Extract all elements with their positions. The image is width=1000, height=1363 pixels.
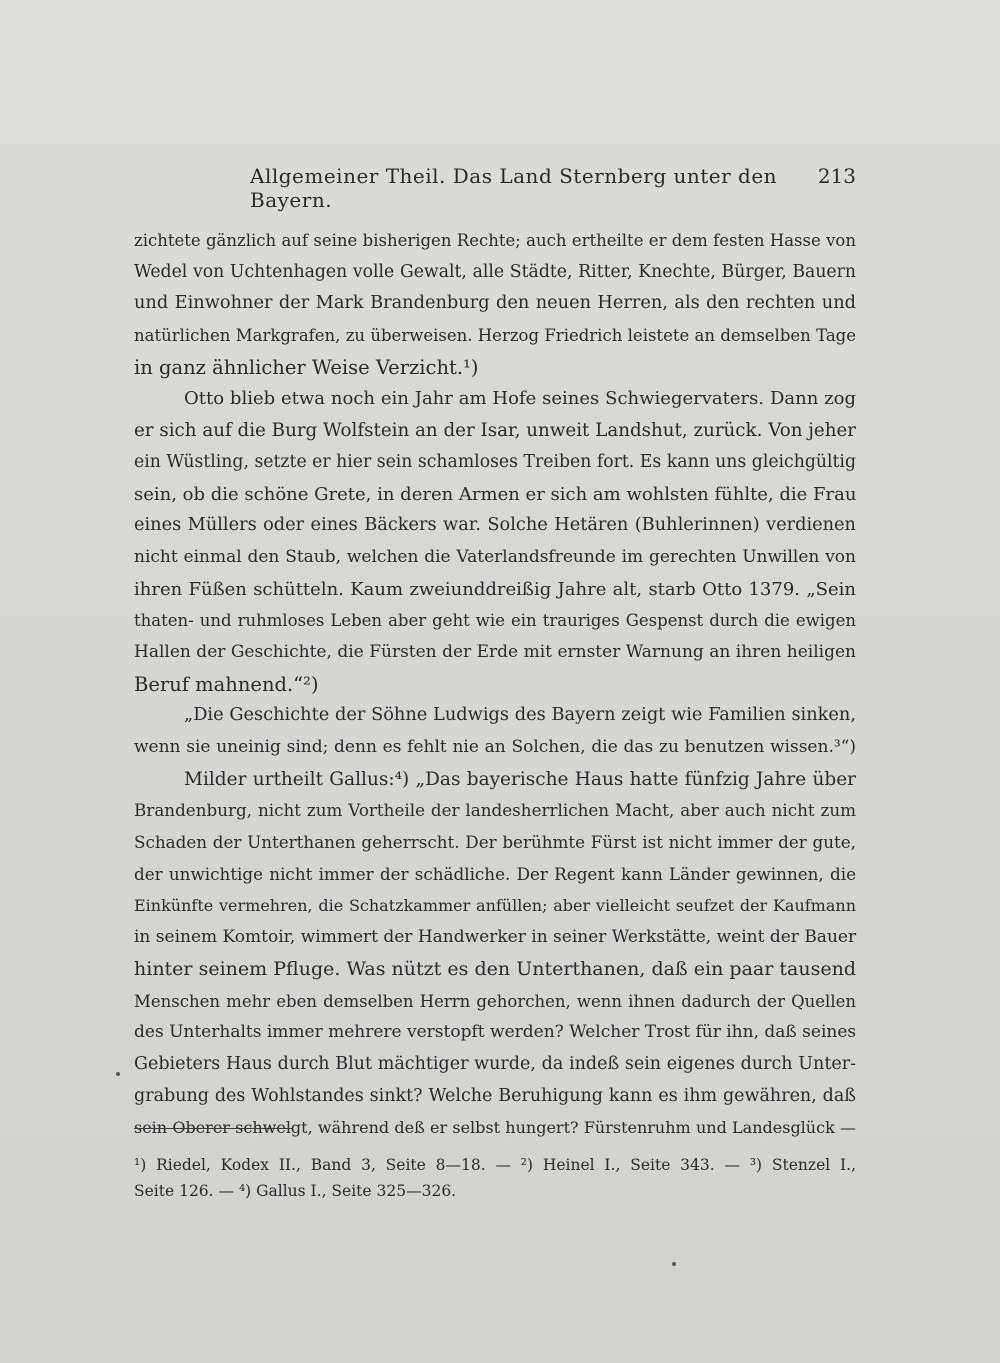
- text-line: Beruf mahnend.“²): [134, 672, 319, 696]
- text-line: Gebieters Haus durch Blut mächtiger wurde, da indeß sein eigenes durch Unter-: [134, 1053, 856, 1074]
- text-line: Schaden der Unterthanen geherrscht. Der berühmte Fürst ist nicht immer der gute,: [134, 832, 856, 853]
- text-line: Milder urtheilt Gallus:⁴) „Das bayerische Haus hatte fünfzig Jahre über: [184, 768, 856, 790]
- text-line: zichtete gänzlich auf seine bisherigen Rechte; auch ertheilte er dem festen Hasse von: [134, 231, 856, 250]
- running-head: [134, 160, 856, 212]
- text-line: „Die Geschichte der Söhne Ludwigs des Bayern zeigt wie Familien sinken,: [184, 705, 856, 726]
- page-number: 213: [817, 164, 856, 188]
- text-line: grabung des Wohlstandes sinkt? Welche Beruhigung kann es ihm gewähren, daß: [134, 1085, 856, 1106]
- text-line: in ganz ähnlicher Weise Verzicht.¹): [134, 355, 479, 379]
- text-line: Menschen mehr eben demselben Herrn gehorchen, wenn ihnen dadurch der Quellen: [134, 991, 856, 1011]
- text-line: Wedel von Uchtenhagen volle Gewalt, alle Städte, Ritter, Knechte, Bürger, Bauern: [134, 261, 856, 282]
- paper-speck: [116, 1072, 120, 1076]
- text-line: er sich auf die Burg Wolfstein an der Isar, unweit Landshut, zurück. Von jeher: [134, 420, 856, 442]
- paper-speck: [672, 1262, 676, 1266]
- text-line: der unwichtige nicht immer der schädliche. Der Regent kann Länder gewinnen, die: [134, 863, 856, 884]
- text-line: und Einwohner der Mark Brandenburg den neuen Herren, als den rechten und: [134, 293, 856, 314]
- text-line: sein, ob die schöne Grete, in deren Armen er sich am wohlsten fühlte, die Frau: [134, 483, 857, 505]
- text-line: eines Müllers oder eines Bäckers war. Solche Hetären (Buhlerinnen) verdienen: [134, 515, 856, 536]
- text-line: ein Wüstling, setzte er hier sein schamloses Treiben fort. Es kann uns gleichgültig: [134, 451, 856, 472]
- text-line: thaten- und ruhmloses Leben aber geht wie ein trauriges Gespenst durch die ewigen: [134, 611, 856, 631]
- text-line: sein Oberer schwelgt, während deß er selbst hungert? Fürstenruhm und Landesglück —: [134, 1118, 856, 1138]
- text-line: natürlichen Markgrafen, zu überweisen. Herzog Friedrich leistete an demselben Tage: [134, 326, 856, 346]
- text-line: Otto blieb etwa noch ein Jahr am Hofe seines Schwiegervaters. Dann zog: [184, 388, 856, 410]
- footnote-line: Seite 126. — ⁴) Gallus I., Seite 325—326.: [134, 1182, 457, 1200]
- text-line: ihren Füßen schütteln. Kaum zweiunddreißig Jahre alt, starb Otto 1379. „Sein: [134, 578, 856, 600]
- running-head-title: Allgemeiner Theil. Das Land Sternberg unter den Bayern.: [250, 164, 778, 212]
- text-line: des Unterhalts immer mehrere verstopft werden? Welcher Trost für ihn, daß seines: [134, 1022, 857, 1043]
- text-line: wenn sie uneinig sind; denn es fehlt nie an Solchen, die das zu benutzen wissen.³“): [134, 737, 856, 757]
- text-line: hinter seinem Pfluge. Was nützt es den Unterthanen, daß ein paar tausend: [134, 957, 856, 980]
- footnote-divider: [134, 1128, 292, 1129]
- text-line: in seinem Komtoir, wimmert der Handwerker in seiner Werkstätte, weint der Bauer: [134, 927, 857, 948]
- text-line: nicht einmal den Staub, welchen die Vaterlandsfreunde im gerechten Unwillen von: [134, 546, 856, 567]
- text-line: Hallen der Geschichte, die Fürsten der Erde mit ernster Warnung an ihren heiligen: [134, 641, 856, 662]
- footnote-line: ¹) Riedel, Kodex II., Band 3, Seite 8—18. — ²) Heinel I., Seite 343. — ³) Stenzel I.,: [134, 1156, 856, 1174]
- text-line: Einkünfte vermehren, die Schatzkammer anfüllen; aber vielleicht seufzet der Kaufmann: [134, 896, 856, 916]
- text-line: Brandenburg, nicht zum Vortheile der landesherrlichen Macht, aber auch nicht zum: [134, 800, 856, 821]
- footnotes: [134, 1152, 856, 1204]
- body-text: [134, 225, 856, 1144]
